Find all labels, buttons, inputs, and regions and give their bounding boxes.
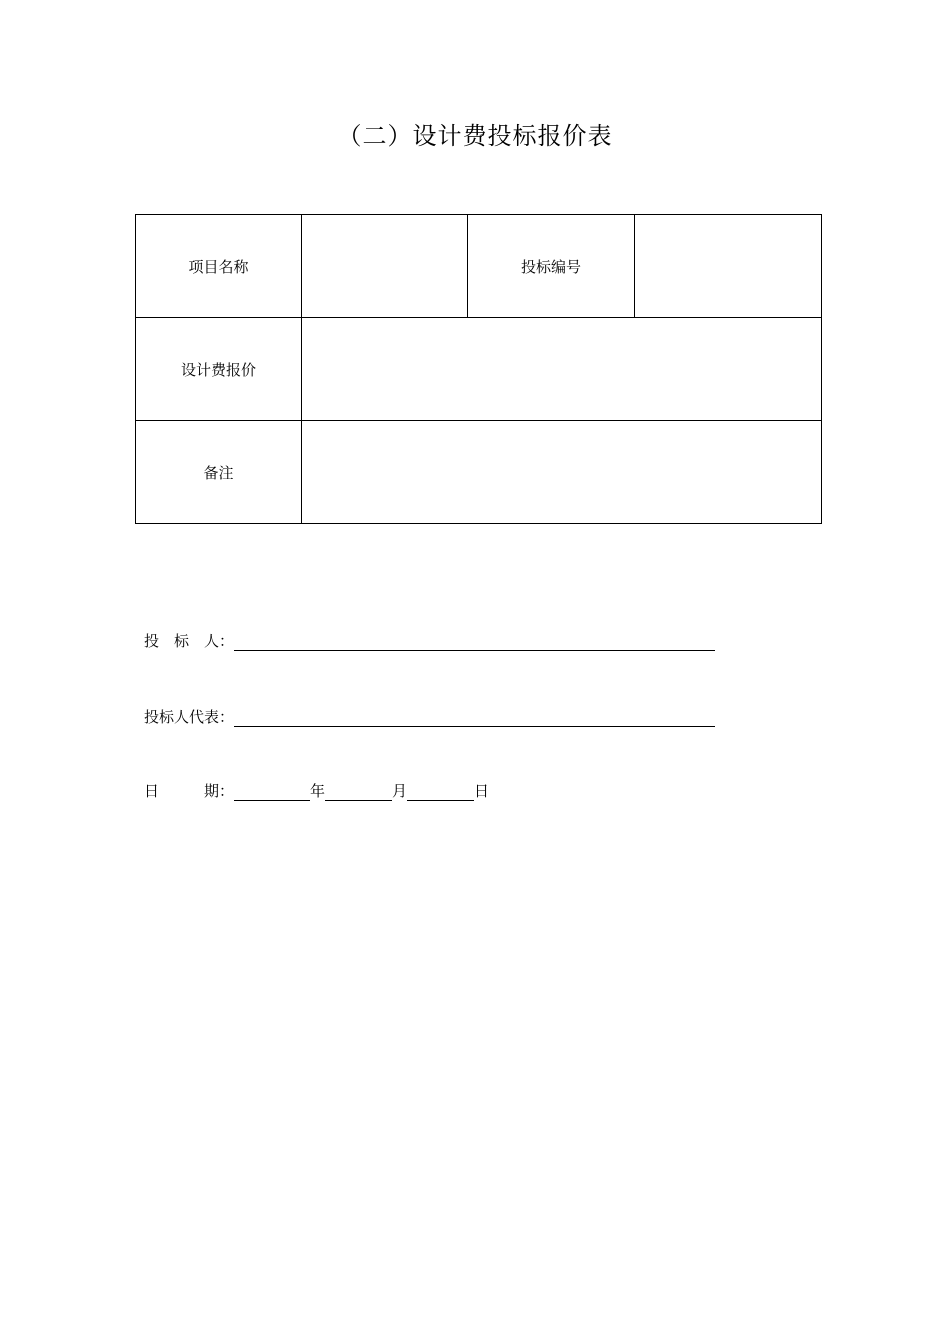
representative-label: 投标人代表： <box>144 708 235 726</box>
bid-quote-table <box>135 214 822 524</box>
table-row-design-fee <box>136 318 822 421</box>
table-row-remarks <box>136 421 822 524</box>
representative-signature-field[interactable] <box>234 708 715 727</box>
day-label: 日 <box>474 782 490 800</box>
bidder-label: 投 标 人： <box>144 632 235 650</box>
representative-line <box>144 706 715 727</box>
day-field[interactable] <box>407 782 474 801</box>
date-label: 日 期： <box>144 782 235 800</box>
date-line <box>144 780 489 801</box>
year-label: 年 <box>310 782 326 800</box>
project-name-cell[interactable] <box>302 215 468 318</box>
design-fee-cell[interactable] <box>302 318 822 421</box>
bid-number-cell[interactable] <box>635 215 822 318</box>
year-field[interactable] <box>234 782 310 801</box>
table-row-project <box>136 215 822 318</box>
remarks-label: 备注 <box>136 421 302 524</box>
month-label: 月 <box>392 782 408 800</box>
month-field[interactable] <box>325 782 392 801</box>
bidder-signature-field[interactable] <box>234 632 715 651</box>
bid-number-label: 投标编号 <box>468 215 635 318</box>
design-fee-label: 设计费报价 <box>136 318 302 421</box>
bidder-line <box>144 630 715 651</box>
remarks-cell[interactable] <box>302 421 822 524</box>
page-title: （二）设计费投标报价表 <box>337 122 613 150</box>
project-name-label: 项目名称 <box>136 215 302 318</box>
